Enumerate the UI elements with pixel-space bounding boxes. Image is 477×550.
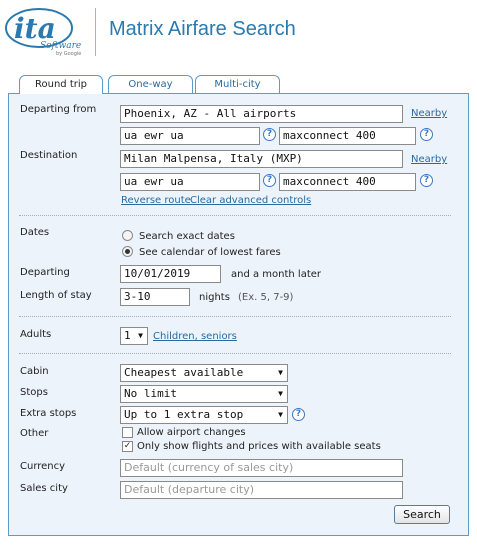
divider: [19, 215, 451, 216]
sales-city-label: Sales city: [20, 483, 68, 494]
exact-dates-radio[interactable]: [122, 230, 133, 241]
search-button[interactable]: Search: [394, 505, 450, 524]
tab-multi-city[interactable]: Multi-city: [195, 75, 280, 93]
stops-label: Stops: [20, 387, 48, 398]
logo-sub: Software: [40, 41, 82, 51]
help-icon[interactable]: ?: [420, 174, 433, 187]
exact-dates-label: Search exact dates: [139, 231, 235, 242]
origin-label: Departing from: [20, 104, 97, 115]
destination-extension-input[interactable]: maxconnect 400: [279, 173, 416, 191]
departing-date-input[interactable]: 10/01/2019: [120, 265, 221, 283]
cabin-select[interactable]: [120, 364, 288, 382]
destination-nearby-link[interactable]: Nearby: [411, 154, 448, 165]
stay-hint: (Ex. 5, 7-9): [238, 292, 294, 303]
children-seniors-link[interactable]: Children, seniors: [153, 331, 237, 342]
logo-text: ita: [14, 12, 56, 45]
ita-software-logo: [4, 4, 86, 56]
available-seats-checkbox[interactable]: ✓: [123, 441, 132, 451]
dropdown-arrow-icon: ▼: [278, 389, 283, 398]
tab-one-way[interactable]: One-way: [108, 75, 193, 93]
calendar-radio[interactable]: [122, 246, 133, 257]
divider: [19, 316, 451, 317]
stay-label: Length of stay: [20, 290, 92, 301]
destination-label: Destination: [20, 150, 78, 161]
help-icon[interactable]: ?: [263, 174, 276, 187]
origin-extension-input[interactable]: maxconnect 400: [279, 127, 416, 145]
stay-unit: nights: [199, 292, 230, 303]
adults-value: 1: [124, 329, 131, 342]
divider: [19, 353, 451, 354]
currency-label: Currency: [20, 461, 66, 472]
origin-input[interactable]: Phoenix, AZ - All airports: [120, 105, 403, 123]
currency-input[interactable]: Default (currency of sales city): [120, 459, 403, 477]
help-icon[interactable]: ?: [292, 408, 305, 421]
dropdown-arrow-icon: ▼: [138, 331, 143, 340]
sales-city-input[interactable]: Default (departure city): [120, 481, 403, 499]
calendar-label: See calendar of lowest fares: [139, 247, 281, 258]
extra-stops-select[interactable]: [120, 406, 288, 424]
dates-label: Dates: [20, 227, 50, 238]
help-icon[interactable]: ?: [263, 128, 276, 141]
help-icon[interactable]: ?: [420, 128, 433, 141]
destination-routing-input[interactable]: ua ewr ua: [120, 173, 260, 191]
stops-value: No limit: [124, 387, 177, 400]
departing-label: Departing: [20, 267, 70, 278]
dropdown-arrow-icon: ▼: [278, 368, 283, 377]
cabin-label: Cabin: [20, 366, 49, 377]
clear-advanced-link[interactable]: Clear advanced controls: [190, 195, 312, 206]
departing-suffix: and a month later: [231, 269, 322, 280]
tab-round-trip[interactable]: Round trip: [19, 75, 103, 94]
allow-airport-changes-label: Allow airport changes: [137, 427, 246, 438]
reverse-route-link[interactable]: Reverse route: [121, 195, 191, 206]
logo-by: by Google: [56, 51, 82, 56]
dropdown-arrow-icon: ▼: [278, 410, 283, 419]
extra-stops-label: Extra stops: [20, 408, 77, 419]
adults-label: Adults: [20, 329, 52, 340]
extra-stops-value: Up to 1 extra stop: [124, 408, 244, 421]
allow-airport-changes-checkbox[interactable]: [122, 427, 133, 438]
page-title: Matrix Airfare Search: [109, 18, 296, 40]
header-separator: [95, 8, 96, 56]
other-label: Other: [20, 428, 49, 439]
destination-input[interactable]: Milan Malpensa, Italy (MXP): [120, 150, 403, 168]
origin-nearby-link[interactable]: Nearby: [411, 108, 448, 119]
cabin-value: Cheapest available: [124, 366, 244, 379]
origin-routing-input[interactable]: ua ewr ua: [120, 127, 260, 145]
available-seats-label: Only show flights and prices with available seats: [137, 441, 381, 452]
stops-select[interactable]: [120, 385, 288, 403]
adults-select[interactable]: [120, 327, 148, 345]
stay-input[interactable]: 3-10: [120, 288, 190, 306]
